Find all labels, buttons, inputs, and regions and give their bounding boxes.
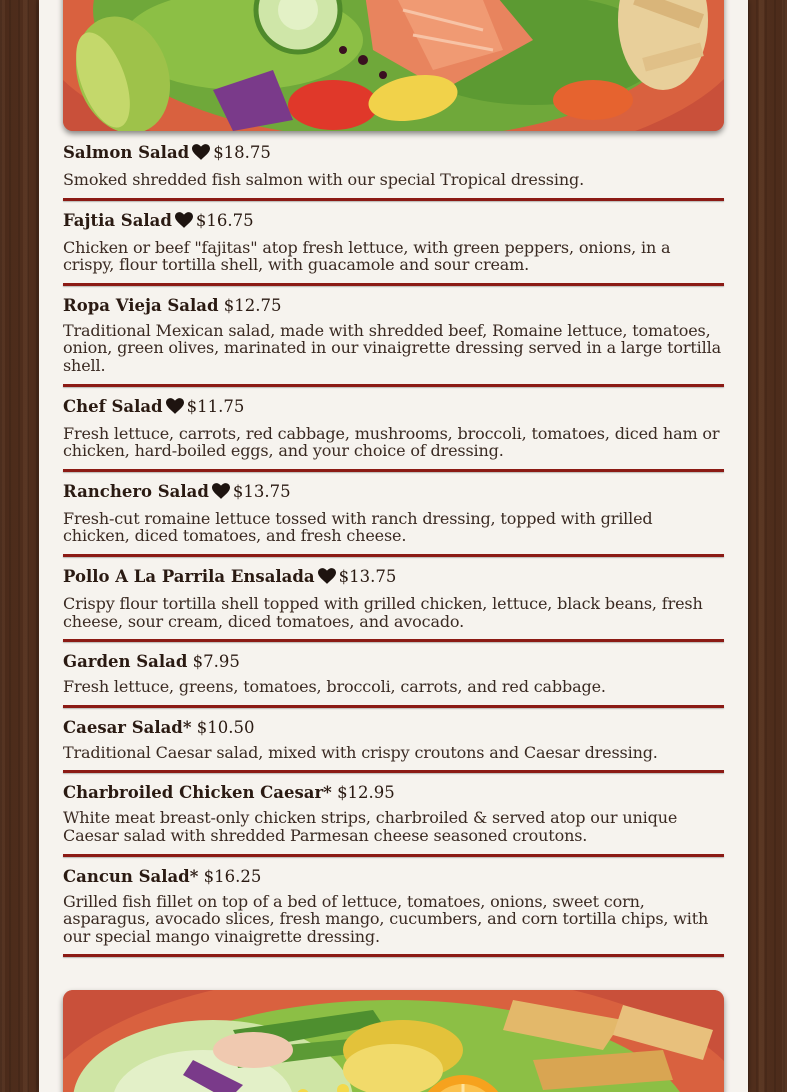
menu-item-title bbox=[63, 567, 724, 589]
menu-item bbox=[63, 211, 724, 286]
menu-item-description: Fresh-cut romaine lettuce tossed with ranch dressing, topped with grilled chicken, diced tomatoes, and fresh cheese. bbox=[63, 508, 653, 546]
menu-item-description: Grilled fish fillet on top of a bed of lettuce, tomatoes, onions, sweet corn, asparagus, avocado slices, fresh mango, cucumbers, and corn tortilla chips, with our special mango vinaigrette dressing. bbox=[63, 891, 709, 946]
menu-item-description: White meat breast-only chicken strips, charbroiled & served atop our unique Caesar salad with shredded Parmesan cheese seasoned croutons. bbox=[63, 808, 678, 845]
menu-item-name: Caesar Salad* bbox=[63, 717, 192, 737]
menu-item bbox=[63, 867, 724, 958]
menu-item bbox=[63, 783, 724, 856]
divider bbox=[63, 954, 724, 957]
divider bbox=[63, 554, 724, 557]
menu-page bbox=[39, 0, 748, 1092]
menu-item-description: Chicken or beef "fajitas" atop fresh lettuce, with green peppers, onions, in a crispy, flour tortilla shell, with guacamole and sour cream. bbox=[63, 237, 671, 275]
divider bbox=[63, 639, 724, 642]
menu-item-description: Crispy flour tortilla shell topped with grilled chicken, lettuce, black beans, fresh cheese, sour cream, diced tomatoes, and avocado. bbox=[63, 593, 703, 631]
menu-item-title bbox=[63, 211, 724, 233]
menu-item-title bbox=[63, 482, 724, 504]
menu-item bbox=[63, 718, 724, 774]
divider bbox=[63, 283, 724, 286]
menu-item bbox=[63, 143, 724, 201]
menu-item-name: Chef Salad bbox=[63, 396, 163, 416]
menu-item-name: Ranchero Salad bbox=[63, 481, 209, 501]
menu-item-name: Charbroiled Chicken Caesar* bbox=[63, 783, 332, 803]
menu-item-title bbox=[63, 397, 724, 419]
menu-item-description: Smoked shredded fish salmon with our special Tropical dressing. bbox=[63, 170, 585, 189]
menu-item-price: $13.75 bbox=[338, 566, 397, 586]
divider bbox=[63, 469, 724, 472]
menu-item-name: Ropa Vieja Salad bbox=[63, 295, 219, 315]
menu-item-description: Traditional Caesar salad, mixed with crispy croutons and Caesar dressing. bbox=[63, 742, 658, 762]
heart-icon bbox=[175, 212, 193, 233]
divider bbox=[63, 770, 724, 773]
menu-item-price: $11.75 bbox=[186, 396, 245, 416]
menu-item-title bbox=[63, 143, 724, 165]
menu-item-name: Garden Salad bbox=[63, 652, 188, 672]
heart-icon bbox=[166, 398, 184, 419]
salads-menu bbox=[63, 143, 724, 967]
menu-item-title bbox=[63, 867, 724, 887]
cancun-salad-photo bbox=[63, 990, 724, 1092]
menu-item-description: Fresh lettuce, carrots, red cabbage, mushrooms, broccoli, tomatoes, diced ham or chicken, hard-boiled eggs, and your choice of dressing. bbox=[63, 423, 720, 461]
divider bbox=[63, 705, 724, 708]
menu-item-name: Fajtia Salad bbox=[63, 210, 172, 230]
menu-item-price: $13.75 bbox=[232, 481, 291, 501]
menu-item-price: $16.25 bbox=[203, 866, 262, 886]
menu-item-price: $10.50 bbox=[196, 717, 255, 737]
menu-item-price: $12.75 bbox=[223, 295, 282, 315]
heart-icon bbox=[212, 483, 230, 504]
menu-item-price: $16.75 bbox=[195, 210, 254, 230]
divider bbox=[63, 854, 724, 857]
salmon-salad-photo bbox=[63, 0, 724, 131]
menu-item-price: $18.75 bbox=[213, 143, 271, 162]
heart-icon bbox=[318, 568, 336, 589]
menu-item bbox=[63, 567, 724, 642]
menu-item-name: Salmon Salad bbox=[63, 143, 190, 162]
menu-item-title bbox=[63, 652, 724, 672]
menu-item bbox=[63, 482, 724, 557]
menu-item-price: $12.95 bbox=[337, 783, 395, 803]
menu-item bbox=[63, 296, 724, 387]
heart-icon bbox=[192, 144, 210, 165]
menu-item-name: Pollo A La Parrila Ensalada bbox=[63, 566, 315, 586]
menu-item-title bbox=[63, 296, 724, 316]
menu-item-title bbox=[63, 718, 724, 738]
menu-item-title bbox=[63, 783, 724, 803]
menu-item-price: $7.95 bbox=[192, 652, 240, 672]
menu-item-name: Cancun Salad* bbox=[63, 866, 199, 886]
divider bbox=[63, 198, 724, 201]
menu-item-description: Fresh lettuce, greens, tomatoes, broccoli, carrots, and red cabbage. bbox=[63, 677, 606, 697]
divider bbox=[63, 384, 724, 387]
menu-item-description: Traditional Mexican salad, made with shredded beef, Romaine lettuce, tomatoes, onion, green olives, marinated in our vinaigrette dressing served in a large tortilla shell. bbox=[63, 320, 721, 375]
menu-item bbox=[63, 652, 724, 708]
menu-item bbox=[63, 397, 724, 472]
